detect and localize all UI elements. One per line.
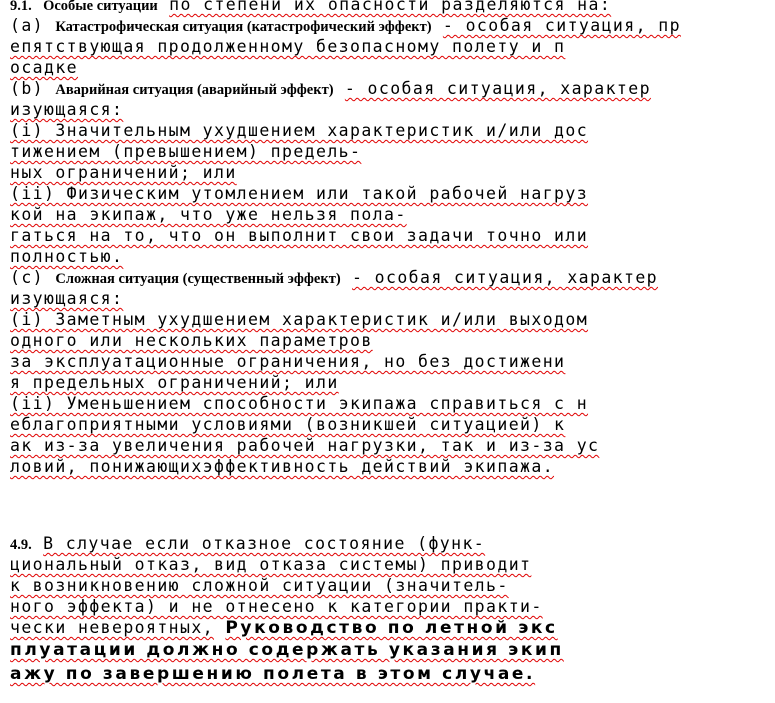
item-c-line-1 [10, 267, 658, 288]
item-b-ii-line-1: (ii) Физическим утомлением или такой рабочей нагруз [10, 184, 589, 203]
item-b-line-1 [10, 78, 651, 99]
item-b-i-line-2: тижением (превышением) предель- [10, 142, 362, 161]
item-b-ii-line-4: полностью. [10, 247, 124, 266]
item-b-line-2: изующаяся: [10, 100, 124, 119]
item-c-ii-line-2: еблагоприятными условиями (возникшей ситуацией) к [10, 415, 566, 434]
section-4-9-text-5: чески невероятных, [10, 618, 215, 637]
section-4-9-bold-5: Руководство по летной экс [225, 618, 558, 638]
item-c-i-line-3: за эксплуатационные ограничения, но без достижени [10, 352, 566, 371]
item-c-text: - особая ситуация, характер [352, 268, 659, 287]
item-a-line-1 [10, 15, 681, 36]
item-c-title: Сложная ситуация (существенный эффект) [55, 271, 341, 287]
item-a-text: - особая ситуация, пр [442, 16, 681, 35]
item-c-ii-line-4: ловий, понижающихэффективность действий экипажа. [10, 457, 555, 476]
item-b-ii-line-2: кой на экипаж, что уже нельзя пола- [10, 205, 407, 224]
item-b-ii-line-3: гаться на то, что он выполнит свои задачи точно или [10, 226, 589, 245]
item-b-text: - особая ситуация, характер [344, 79, 651, 98]
section-4-9-line-2: циональный отказ, вид отказа системы) приводит [10, 555, 532, 574]
item-b-i-line-3: ных ограничений; или [10, 163, 237, 182]
section-4-9-text-1: В случае если отказное состояние (функ- [43, 534, 486, 553]
item-a-line-2: епятствующая продолженному безопасному полету и п [10, 37, 566, 56]
section-4-9-line-6: плуатации должно содержать указания экип [10, 640, 564, 660]
item-c-ii-line-1: (ii) Уменьшением способности экипажа справиться с н [10, 394, 589, 413]
section-4-9-number: 4.9. [10, 537, 32, 553]
item-c-ii-line-3: ак из-за увеличения рабочей нагрузки, так и из-за ус [10, 436, 600, 455]
section-number: 9.1. [10, 0, 32, 14]
item-b-title: Аварийная ситуация (аварийный эффект) [55, 82, 334, 98]
item-c-i-line-4: я предельных ограничений; или [10, 373, 339, 392]
section-9-1-heading-line [10, 0, 611, 15]
section-heading: Особые ситуации [43, 0, 158, 14]
item-c-line-2: изующаяся: [10, 289, 124, 308]
item-c-i-line-1: (i) Заметным ухудшением характеристик и/или выходом [10, 310, 589, 329]
section-4-9-line-4: ного эффекта) и не отнесено к категории практи- [10, 597, 543, 616]
section-4-9-line-1 [10, 533, 485, 554]
section-intro-text: по степени их опасности разделяются на: [169, 0, 612, 14]
item-c-i-line-2: одного или нескольких параметров [10, 331, 373, 350]
section-4-9-line-7: ажу по завершению полета в этом случае. [10, 664, 536, 684]
section-4-9-line-3: к возникновению сложной ситуации (значитель- [10, 576, 509, 595]
item-a-marker: (a) [10, 16, 45, 35]
section-4-9-line-5 [10, 617, 558, 638]
item-a-line-3: осадке [10, 58, 79, 77]
item-a-title: Катастрофическая ситуация (катастрофический эффект) [55, 19, 432, 35]
item-c-marker: (c) [10, 268, 45, 287]
item-b-i-line-1: (i) Значительным ухудшением характеристик и/или дос [10, 121, 589, 140]
item-b-marker: (b) [10, 79, 45, 98]
